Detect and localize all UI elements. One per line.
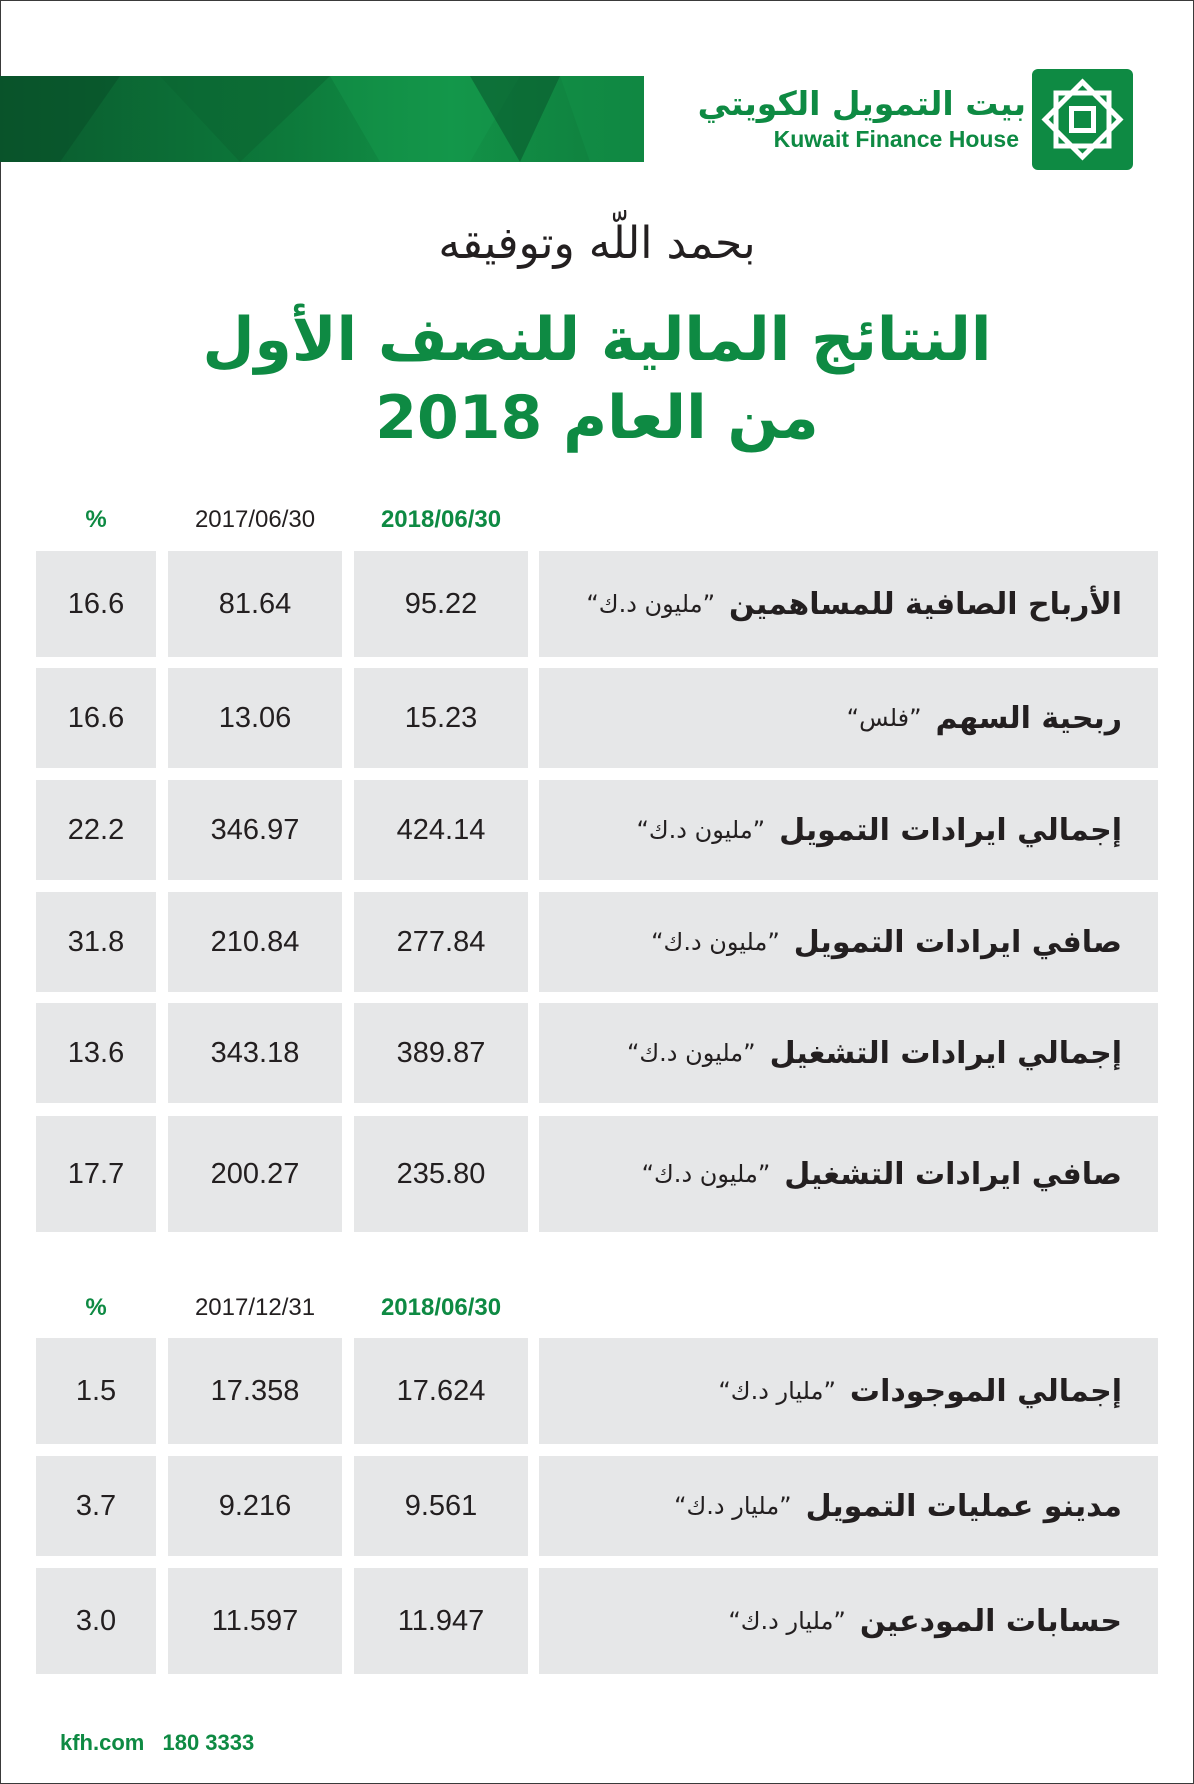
- table-cell-current: 235.80: [354, 1116, 528, 1232]
- row-label: إجمالي الموجودات: [849, 1373, 1122, 1409]
- table-cell-current: 11.947: [354, 1568, 528, 1674]
- table-cell-previous: 11.597: [168, 1568, 342, 1674]
- row-label: مدينو عمليات التمويل: [805, 1488, 1122, 1524]
- subheading: بحمد اللّه وتوفيقه: [438, 218, 756, 269]
- table-cell-previous: 346.97: [168, 780, 342, 880]
- table-cell-change: 17.7: [36, 1116, 156, 1232]
- row-unit: ”مليون د.ك“: [626, 1039, 756, 1067]
- table-cell-change: 16.6: [36, 668, 156, 768]
- table-row-label: [539, 1003, 1158, 1103]
- row-label: صافي ايرادات التمويل: [793, 924, 1122, 960]
- table-cell-change: 22.2: [36, 780, 156, 880]
- page-title-line-1: النتائج المالية للنصف الأول: [202, 305, 992, 375]
- table-cell-current: 17.624: [354, 1338, 528, 1444]
- table-cell-previous: 210.84: [168, 892, 342, 992]
- row-label: إجمالي ايرادات التمويل: [779, 812, 1122, 848]
- row-unit: ”مليار د.ك“: [718, 1377, 836, 1405]
- table-cell-current: 9.561: [354, 1456, 528, 1556]
- table2-header-previous: 2017/12/31: [194, 1294, 316, 1321]
- table-cell-current: 389.87: [354, 1003, 528, 1103]
- header-banner: [0, 76, 644, 162]
- table-cell-change: 3.0: [36, 1568, 156, 1674]
- row-unit: ”مليون د.ك“: [636, 816, 766, 844]
- table-cell-current: 424.14: [354, 780, 528, 880]
- phone-number: 180 3333: [162, 1730, 255, 1755]
- row-label: صافي ايرادات التشغيل: [784, 1156, 1122, 1192]
- row-label: حسابات المودعين: [859, 1603, 1122, 1639]
- table-cell-change: 16.6: [36, 551, 156, 657]
- footer: [60, 1730, 266, 1756]
- table1-header-current: 2018/06/30: [380, 506, 502, 533]
- row-unit: ”مليار د.ك“: [674, 1492, 792, 1520]
- banner-pattern: [0, 76, 644, 162]
- logo-english-name: Kuwait Finance House: [773, 126, 1019, 152]
- row-unit: ”مليار د.ك“: [728, 1607, 846, 1635]
- table-cell-previous: 343.18: [168, 1003, 342, 1103]
- table-cell-change: 13.6: [36, 1003, 156, 1103]
- row-unit: ”فلس“: [846, 704, 922, 732]
- row-unit: ”مليون د.ك“: [641, 1160, 771, 1188]
- table-cell-change: 1.5: [36, 1338, 156, 1444]
- table-cell-change: 31.8: [36, 892, 156, 992]
- table-cell-previous: 13.06: [168, 668, 342, 768]
- table2-header-current: 2018/06/30: [380, 1294, 502, 1321]
- row-label: ربحية السهم: [935, 700, 1122, 736]
- page-title-line-2: من العام 2018: [375, 383, 819, 453]
- row-label: إجمالي ايرادات التشغيل: [769, 1035, 1122, 1071]
- table-row-label: [539, 892, 1158, 992]
- table-cell-current: 95.22: [354, 551, 528, 657]
- website-link[interactable]: kfh.com: [60, 1730, 145, 1755]
- table-cell-previous: 17.358: [168, 1338, 342, 1444]
- table-cell-current: 277.84: [354, 892, 528, 992]
- row-unit: ”مليون د.ك“: [651, 928, 780, 956]
- row-label: الأرباح الصافية للمساهمين: [729, 586, 1122, 622]
- table-row-label: [539, 780, 1158, 880]
- table-row-label: [539, 1568, 1158, 1674]
- table-cell-change: 3.7: [36, 1456, 156, 1556]
- table-row-label: [539, 1116, 1158, 1232]
- kfh-logo-icon: [1032, 69, 1133, 170]
- table-row-label: [539, 551, 1158, 657]
- table1-header-change: %: [85, 506, 107, 533]
- row-unit: ”مليون د.ك“: [586, 590, 716, 618]
- table1-header-previous: 2017/06/30: [194, 506, 316, 533]
- table-cell-previous: 81.64: [168, 551, 342, 657]
- table-row-label: [539, 668, 1158, 768]
- table-row-label: [539, 1456, 1158, 1556]
- table-cell-previous: 200.27: [168, 1116, 342, 1232]
- table-cell-current: 15.23: [354, 668, 528, 768]
- logo-arabic-name: بيت التمويل الكويتي: [697, 84, 1026, 123]
- table-cell-previous: 9.216: [168, 1456, 342, 1556]
- table2-header-change: %: [85, 1294, 107, 1321]
- table-row-label: [539, 1338, 1158, 1444]
